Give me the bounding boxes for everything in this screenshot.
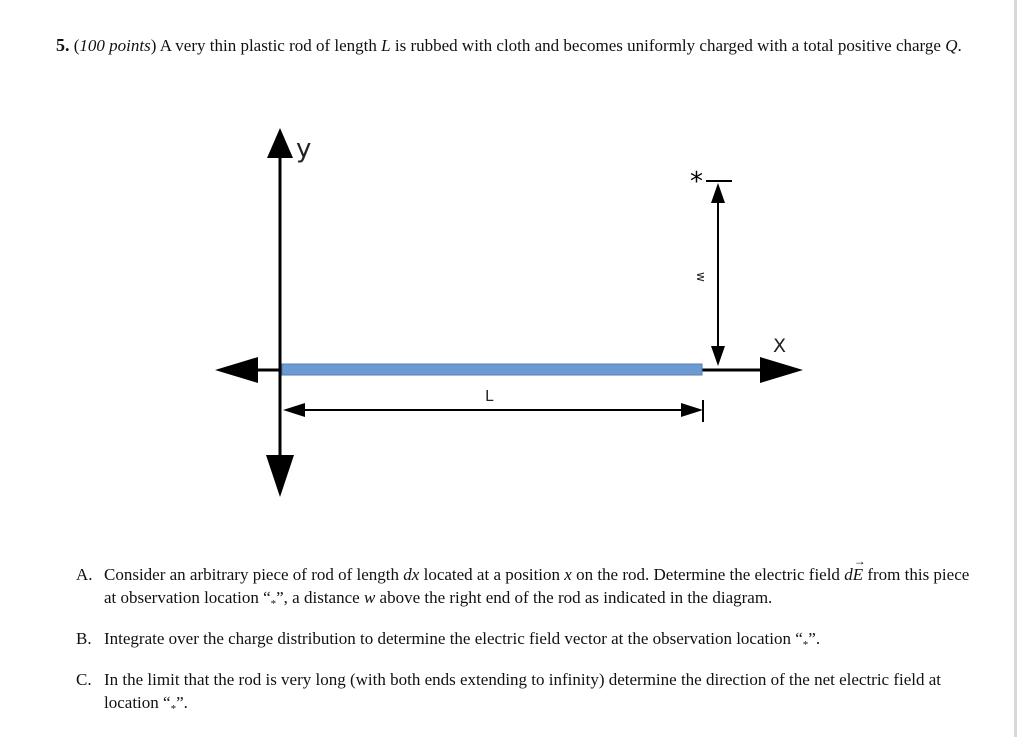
y-axis-arrow-up (267, 128, 293, 158)
part-a-text-3: on the rod. Determine the electric field (571, 565, 845, 584)
x-axis-arrow-left (215, 357, 258, 383)
part-b-letter: B. (76, 629, 92, 648)
problem-points: 100 points (79, 36, 151, 55)
var-dx: dx (403, 565, 420, 584)
part-c (76, 668, 976, 717)
star-symbol: * (802, 639, 809, 651)
problem-statement: 5. (100 points) A very thin plastic rod of length L is rubbed with cloth and becomes uniformly charged with a total positive charge Q. (56, 35, 962, 55)
observation-marker: * (690, 167, 703, 197)
part-a-letter: A. (76, 565, 93, 584)
part-a-text-1: Consider an arbitrary piece of rod of length (104, 565, 404, 584)
x-axis-arrow-right (760, 357, 803, 383)
length-arrow-right (681, 403, 703, 417)
vector-E: → E (853, 563, 863, 586)
y-axis-label: y (296, 134, 312, 164)
problem-number: 5. (56, 35, 70, 55)
w-arrow-down (711, 346, 725, 366)
part-a (76, 563, 976, 612)
distance-label: w (694, 272, 708, 282)
var-L: L (381, 36, 391, 55)
y-axis-arrow-down (266, 455, 294, 497)
var-d: d (844, 565, 853, 584)
var-Q: Q (945, 36, 958, 55)
problem-text-1: A very thin plastic rod of length (159, 36, 382, 55)
part-a-text-6: above the right end of the rod as indicated in the diagram. (375, 588, 773, 607)
part-b-text-1: Integrate over the charge distribution to determine the electric field vector at the observation location “ (104, 629, 803, 648)
charged-rod (282, 364, 702, 375)
problem-text-2: is rubbed with cloth and becomes uniformly charged with a total positive charge (390, 36, 946, 55)
star-symbol: * (170, 703, 177, 715)
part-a-text-4: from this piece at observation location “ (104, 565, 970, 607)
star-symbol: * (270, 598, 277, 610)
var-w: w (363, 588, 376, 607)
problem-text-end: . (957, 36, 962, 55)
part-a-text-5: ”, a distance (276, 588, 364, 607)
part-a-text-2: located at a position (419, 565, 565, 584)
question-parts (76, 563, 976, 732)
part-c-text-2: ”. (176, 693, 188, 712)
part-c-letter: C. (76, 670, 92, 689)
length-arrow-left (283, 403, 305, 417)
var-x: x (564, 565, 572, 584)
x-axis-label: X (773, 335, 787, 357)
part-c-text-1: In the limit that the rod is very long (with both ends extending to infinity) determine the direction of the net electric field at location “ (104, 670, 942, 712)
length-label: L (485, 387, 494, 405)
part-b-text-2: ”. (808, 629, 821, 648)
part-b (76, 627, 976, 653)
